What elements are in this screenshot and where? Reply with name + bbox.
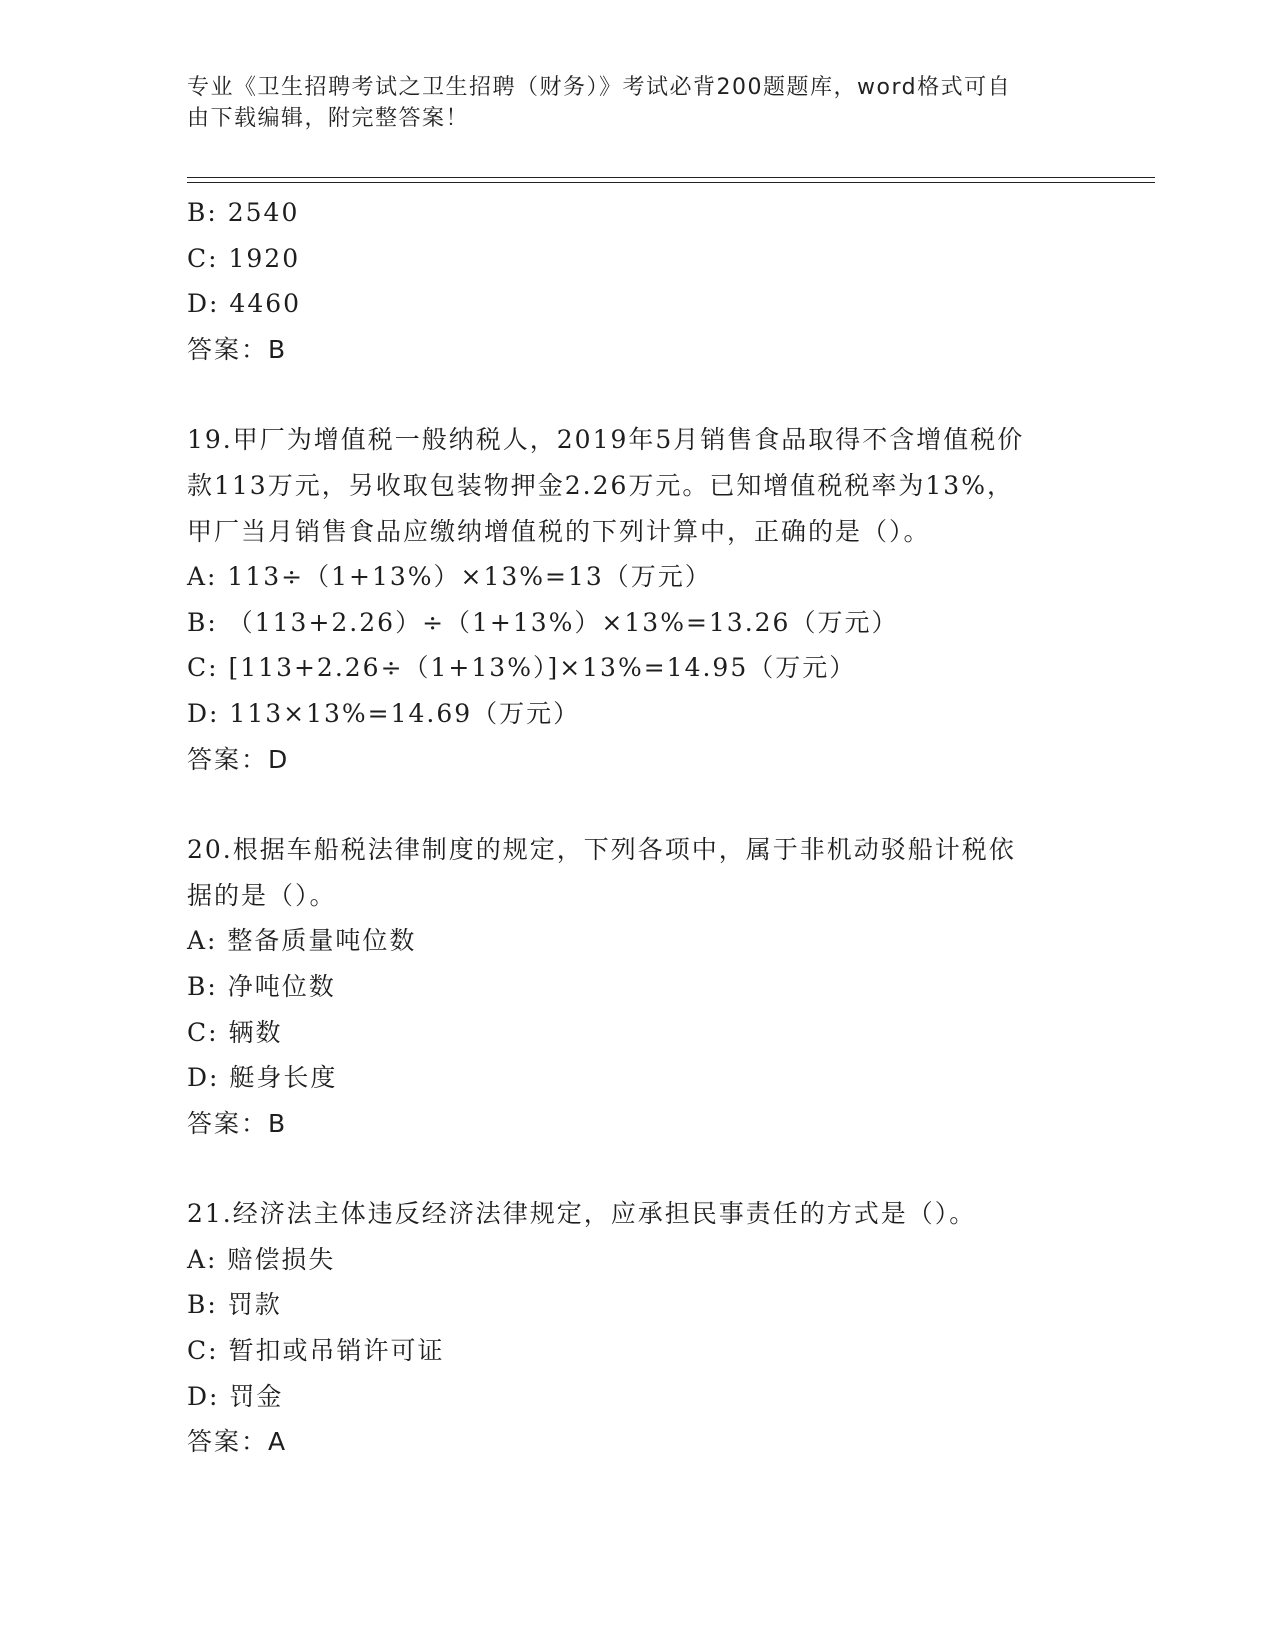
- header-divider-top: [187, 177, 1155, 178]
- document-body: [187, 190, 1087, 1465]
- option-a: A: 113÷（1+13%）×13%=13（万元）: [187, 562, 712, 592]
- option-d: D: 4460: [187, 289, 302, 319]
- question-text-line: 19.甲厂为增值税一般纳税人，2019年5月销售食品取得不含增值税价: [187, 425, 1025, 455]
- option-c: C: 1920: [187, 243, 301, 273]
- question-text-line: 款113万元，另收取包装物押金2.26万元。已知增值税税率为13%，: [187, 470, 1014, 500]
- option-b: B: 净吨位数: [187, 971, 336, 1001]
- header-line-1: 专业《卫生招聘考试之卫生招聘（财务）》考试必背200题题库，word格式可自: [187, 75, 1012, 100]
- option-d: D: 罚金: [187, 1381, 284, 1411]
- header-divider-bottom: [187, 182, 1155, 183]
- answer-line: 答案：D: [187, 744, 290, 774]
- question-text-line: 据的是（）。: [187, 880, 337, 910]
- option-a: A: 整备质量吨位数: [187, 926, 417, 956]
- question-21: [187, 1191, 1087, 1465]
- option-b: B: 罚款: [187, 1290, 282, 1320]
- option-c: C: 暂扣或吊销许可证: [187, 1336, 445, 1366]
- answer-line: 答案：B: [187, 1108, 288, 1138]
- header-line-2: 由下载编辑，附完整答案！: [187, 106, 470, 131]
- option-c: C: [113+2.26÷（1+13%）]×13%=14.95（万元）: [187, 653, 857, 683]
- answer-line: 答案：B: [187, 334, 288, 364]
- option-c: C: 辆数: [187, 1017, 283, 1047]
- question-text-line: 20.根据车船税法律制度的规定，下列各项中，属于非机动驳船计税依: [187, 835, 1016, 865]
- option-a: A: 赔偿损失: [187, 1244, 336, 1274]
- answer-line: 答案：A: [187, 1427, 288, 1457]
- document-header: [187, 72, 1067, 134]
- option-b: B: 2540: [187, 198, 300, 227]
- option-d: D: 113×13%=14.69（万元）: [187, 698, 581, 728]
- question-19: [187, 417, 1087, 782]
- option-b: B: （113+2.26）÷（1+13%）×13%=13.26（万元）: [187, 607, 899, 637]
- question-20: [187, 827, 1087, 1146]
- question-18-continuation: [187, 190, 1087, 372]
- question-text-line: 甲厂当月销售食品应缴纳增值税的下列计算中，正确的是（）。: [187, 516, 931, 546]
- option-d: D: 艇身长度: [187, 1063, 338, 1093]
- question-text-line: 21.经济法主体违反经济法律规定，应承担民事责任的方式是（）。: [187, 1199, 977, 1229]
